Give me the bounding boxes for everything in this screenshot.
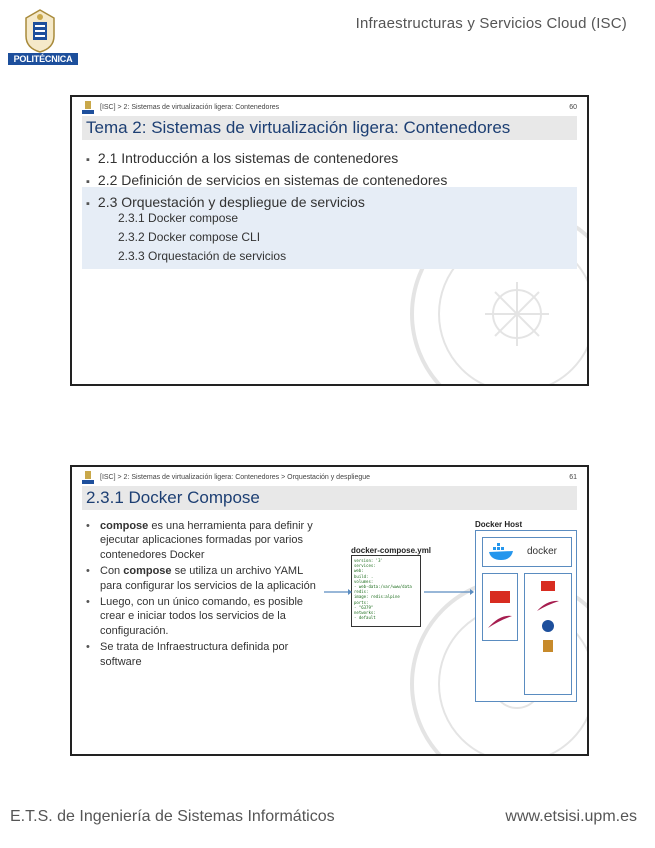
container-box	[482, 573, 518, 641]
slide-title: 2.3.1 Docker Compose	[86, 488, 260, 507]
breadcrumb: [ISC] > 2: Sistemas de virtualización ligera: Contenedores > Orquestación y despliegue	[100, 474, 371, 481]
apache-feather-icon	[486, 612, 514, 630]
volume-icon	[538, 638, 558, 654]
page-title: Infraestructuras y Servicios Cloud (ISC)	[355, 15, 627, 32]
yml-file-box: version: '3' services: web: build: . volumes: - web-data:/var/www/data redis: image: redis:alpine ports: - "6379" networks: - default	[351, 555, 421, 627]
slide-title-bar	[82, 486, 577, 510]
slide-60	[70, 95, 589, 386]
upm-mini-logo-icon	[82, 101, 94, 114]
docker-word: docker	[527, 546, 558, 557]
bullet-item: • Luego, con un único comando, es posible crear e iniciar todos los servicios de la configuración.	[84, 595, 324, 638]
yml-file-title: docker-compose.yml	[351, 546, 432, 555]
slide-61	[70, 465, 589, 756]
apache-feather-icon	[535, 598, 561, 614]
slide-number: 61	[569, 474, 577, 481]
agenda-item: ▪ 2.1 Introducción a los sistemas de contenedores	[86, 147, 577, 169]
bullet-item: • Con compose se utiliza un archivo YAML para configurar los servicios de la aplicación	[84, 564, 324, 593]
upm-crest-logo	[18, 8, 62, 54]
agenda-subitem: 2.3.1 Docker compose	[118, 211, 239, 225]
redis-icon	[537, 578, 559, 594]
agenda-subitem: 2.3.3 Orquestación de servicios	[118, 249, 287, 263]
flow-arrows	[322, 582, 482, 602]
bullet-item: • compose es una herramienta para definir y ejecutar aplicaciones formadas por varios contenedores Docker	[84, 519, 324, 562]
docker-host-box	[475, 530, 577, 702]
agenda-item: ▪ 2.3 Orquestación y despliegue de servicios	[86, 191, 577, 213]
docker-host-label: Docker Host	[475, 520, 523, 529]
agenda-item: ▪ 2.2 Definición de servicios en sistemas de contenedores	[86, 169, 577, 191]
logo-text: POLITÉCNICA	[8, 53, 78, 65]
footer-school: E.T.S. de Ingeniería de Sistemas Informáticos	[10, 808, 335, 825]
slide-title: Tema 2: Sistemas de virtualización ligera: Contenedores	[86, 118, 511, 137]
docker-engine-box	[482, 537, 572, 567]
docker-whale-icon	[487, 542, 515, 562]
footer-url[interactable]: www.etsisi.upm.es	[505, 808, 637, 825]
slide-number: 60	[569, 104, 577, 111]
bullet-item: • Se trata de Infraestructura definida por software	[84, 640, 324, 669]
redis-icon	[488, 588, 512, 606]
agenda-subitem: 2.3.2 Docker compose CLI	[118, 230, 261, 244]
breadcrumb: [ISC] > 2: Sistemas de virtualización ligera: Contenedores	[100, 104, 280, 111]
container-box	[524, 573, 572, 695]
bullet-list	[84, 519, 324, 671]
slide-title-bar	[82, 116, 577, 140]
upm-mini-logo-icon	[82, 471, 94, 484]
network-icon	[538, 618, 558, 634]
